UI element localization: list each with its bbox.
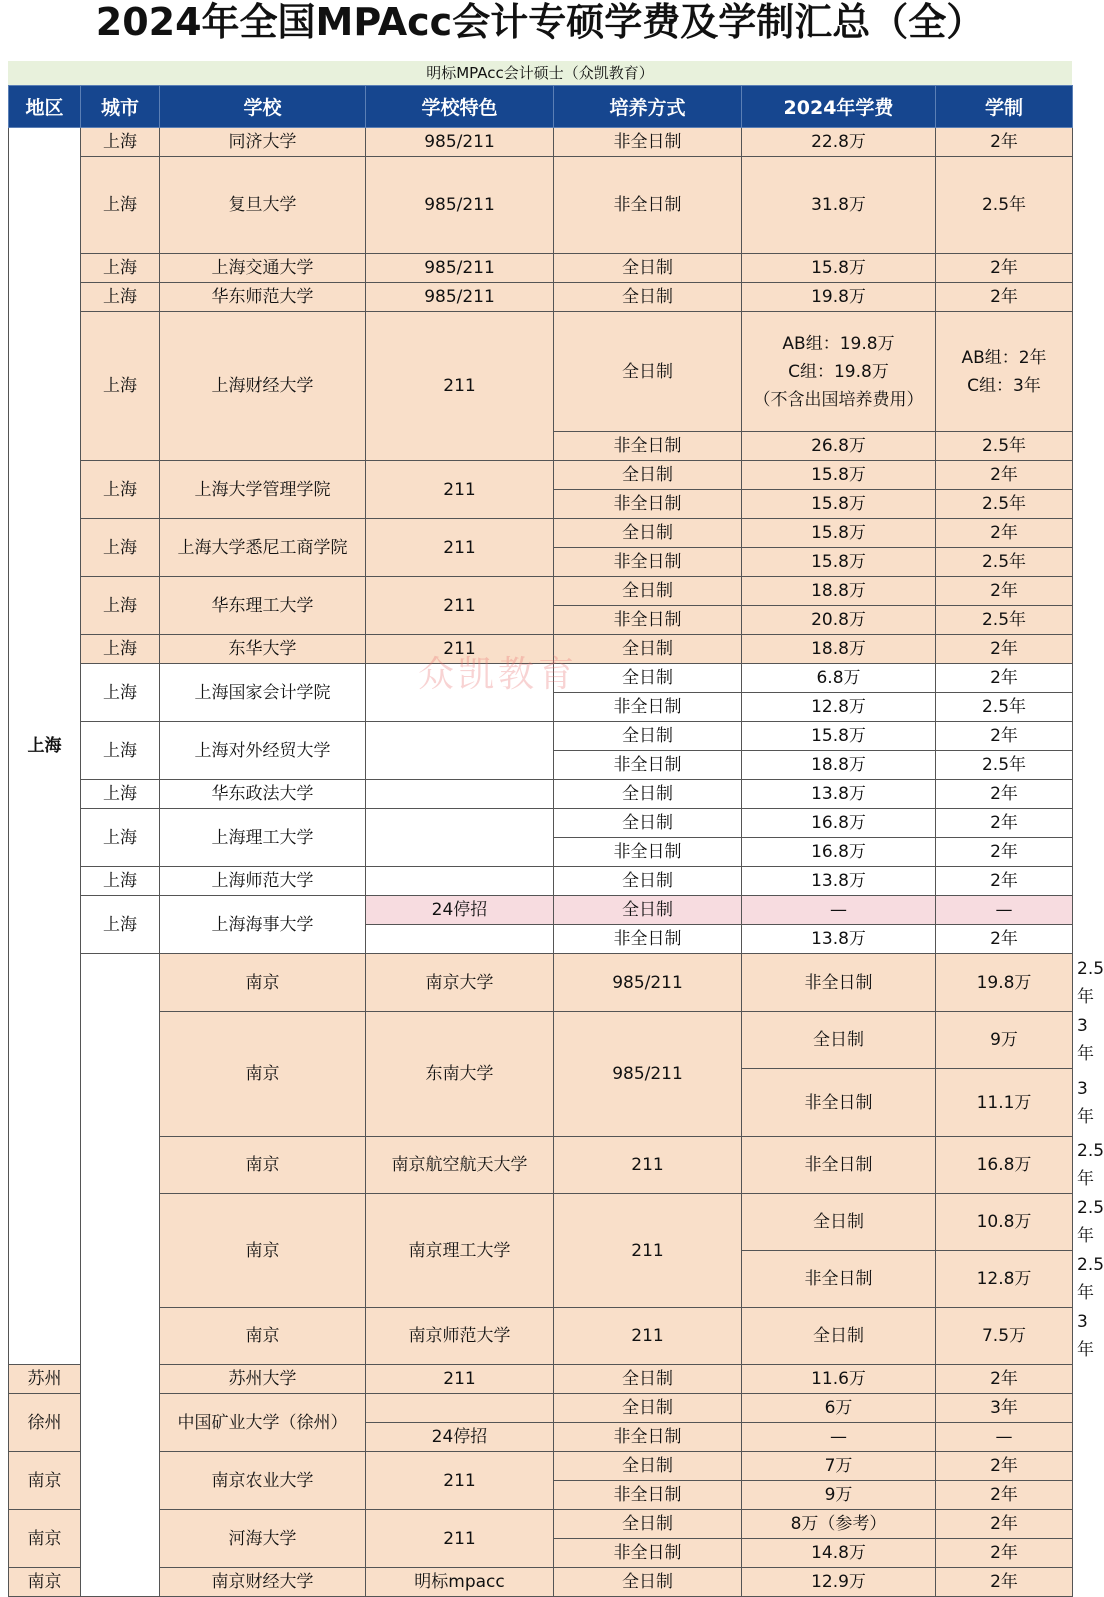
- fee-cell: 19.8万: [936, 954, 1073, 1012]
- table-row: [9, 635, 1073, 664]
- city-cell: 南京: [160, 1308, 366, 1365]
- years-cell: 2年: [936, 254, 1073, 283]
- mode-cell: 全日制: [554, 283, 742, 312]
- years-cell: 2年: [936, 664, 1073, 693]
- years-cell: 2年: [936, 838, 1073, 867]
- school-cell: 中国矿业大学（徐州）: [160, 1394, 366, 1452]
- school-cell: 南京师范大学: [366, 1308, 554, 1365]
- school-cell: 上海师范大学: [160, 867, 366, 896]
- city-cell: 南京: [160, 1194, 366, 1308]
- fee-cell: 16.8万: [742, 838, 936, 867]
- mode-cell: 非全日制: [742, 1137, 936, 1194]
- fee-cell: 16.8万: [742, 809, 936, 838]
- city-cell: 上海: [81, 809, 160, 867]
- school-cell: 南京财经大学: [160, 1568, 366, 1597]
- fee-cell: [742, 312, 936, 432]
- fee-cell: 13.8万: [742, 867, 936, 896]
- school-cell: 上海大学管理学院: [160, 461, 366, 519]
- fee-table: [8, 85, 1104, 1597]
- header-mode: 培养方式: [554, 86, 742, 128]
- years-cell: —: [936, 1423, 1073, 1452]
- fee-cell: 18.8万: [742, 635, 936, 664]
- header-city: 城市: [81, 86, 160, 128]
- table-row: [9, 519, 1073, 548]
- school-cell: 南京农业大学: [160, 1452, 366, 1510]
- fee-cell: 22.8万: [742, 128, 936, 157]
- mode-cell: 非全日制: [554, 432, 742, 461]
- city-cell: 上海: [81, 128, 160, 157]
- table-row: [9, 461, 1073, 490]
- mode-cell: 非全日制: [554, 128, 742, 157]
- city-cell: 南京: [9, 1568, 81, 1597]
- feature-cell: [366, 809, 554, 867]
- years-cell: 2.5年: [936, 548, 1073, 577]
- mode-cell: 非全日制: [742, 954, 936, 1012]
- table-row: [9, 780, 1073, 809]
- city-cell: 南京: [160, 1137, 366, 1194]
- mode-cell: 全日制: [554, 722, 742, 751]
- fee-cell: 14.8万: [742, 1539, 936, 1568]
- region-cell: [81, 954, 160, 1597]
- city-cell: 上海: [81, 254, 160, 283]
- years-cell: 2年: [936, 128, 1073, 157]
- feature-cell: [366, 722, 554, 780]
- feature-cell: 985/211: [366, 128, 554, 157]
- fee-cell: 12.8万: [742, 693, 936, 722]
- fee-cell: 15.8万: [742, 461, 936, 490]
- feature-cell: [366, 925, 554, 954]
- years-cell: [936, 312, 1073, 432]
- school-cell: 东南大学: [366, 1012, 554, 1137]
- school-cell: 上海对外经贸大学: [160, 722, 366, 780]
- page-title: 2024年全国MPAcc会计专硕学费及学制汇总（全）: [95, 0, 985, 44]
- feature-cell: 211: [554, 1194, 742, 1308]
- fee-cell: 11.1万: [936, 1069, 1073, 1137]
- mode-cell: 非全日制: [554, 925, 742, 954]
- mode-cell: 非全日制: [554, 157, 742, 254]
- mode-cell: 全日制: [554, 577, 742, 606]
- years-cell: 2年: [936, 1568, 1073, 1597]
- fee-cell: 10.8万: [936, 1194, 1073, 1251]
- header-school: 学校: [160, 86, 366, 128]
- mode-cell: 全日制: [554, 1568, 742, 1597]
- feature-cell: 明标mpacc: [366, 1568, 554, 1597]
- school-cell: 同济大学: [160, 128, 366, 157]
- fee-cell: 15.8万: [742, 254, 936, 283]
- table-row: 南京 南京师范大学 211 全日制 7.5万 3年: [9, 1308, 1073, 1365]
- years-cell: 2年: [936, 722, 1073, 751]
- school-cell: 上海理工大学: [160, 809, 366, 867]
- city-cell: 上海: [81, 635, 160, 664]
- table-row: [9, 1365, 1073, 1394]
- table-row: [9, 896, 1073, 925]
- feature-cell: 985/211: [554, 1012, 742, 1137]
- fee-cell: 15.8万: [742, 519, 936, 548]
- table-row: [9, 283, 1073, 312]
- mode-cell: 全日制: [554, 780, 742, 809]
- mode-cell: 全日制: [742, 1194, 936, 1251]
- years-cell: 2年: [936, 780, 1073, 809]
- mode-cell: 全日制: [554, 664, 742, 693]
- school-cell: 上海海事大学: [160, 896, 366, 954]
- years-cell: 2年: [936, 1510, 1073, 1539]
- fee-cell: 31.8万: [742, 157, 936, 254]
- mode-cell: 全日制: [554, 896, 742, 925]
- fee-cell: 26.8万: [742, 432, 936, 461]
- table-row: [9, 312, 1073, 432]
- mode-cell: 全日制: [554, 312, 742, 432]
- mode-cell: 非全日制: [554, 606, 742, 635]
- city-cell: 南京: [9, 1510, 81, 1568]
- fee-cell: —: [742, 896, 936, 925]
- table-row: [9, 1452, 1073, 1481]
- feature-cell: [366, 867, 554, 896]
- mode-cell: 全日制: [554, 254, 742, 283]
- fee-cell: 16.8万: [936, 1137, 1073, 1194]
- table-row: [9, 664, 1073, 693]
- fee-cell: 18.8万: [742, 751, 936, 780]
- city-cell: 上海: [81, 157, 160, 254]
- table-row: [9, 722, 1073, 751]
- school-cell: 东华大学: [160, 635, 366, 664]
- city-cell: 上海: [81, 664, 160, 722]
- header-fee: 2024年学费: [742, 86, 936, 128]
- years-cell: 2年: [936, 461, 1073, 490]
- feature-cell: 985/211: [554, 954, 742, 1012]
- mode-cell: 非全日制: [554, 693, 742, 722]
- years-line: C组：3年: [967, 375, 1041, 396]
- feature-cell: 211: [554, 1308, 742, 1365]
- fee-cell: 18.8万: [742, 577, 936, 606]
- fee-cell: 13.8万: [742, 925, 936, 954]
- years-line: AB组：2年: [961, 347, 1047, 368]
- fee-cell: 15.8万: [742, 490, 936, 519]
- feature-cell: 211: [554, 1137, 742, 1194]
- fee-cell: 12.8万: [936, 1251, 1073, 1308]
- years-cell: 2.5年: [936, 432, 1073, 461]
- fee-cell: 13.8万: [742, 780, 936, 809]
- mode-cell: 全日制: [554, 1510, 742, 1539]
- table-row: [9, 1510, 1073, 1539]
- city-cell: 上海: [81, 896, 160, 954]
- city-cell: 南京: [160, 1012, 366, 1137]
- years-cell: 2.5年: [936, 693, 1073, 722]
- table-row: [9, 867, 1073, 896]
- table-row: 南京 南京航空航天大学 211 非全日制 16.8万 2.5年: [9, 1137, 1073, 1194]
- years-cell: 2年: [936, 635, 1073, 664]
- school-cell: 南京大学: [366, 954, 554, 1012]
- table-row: 非全日制 12.8万 2.5年: [9, 1251, 1073, 1308]
- feature-cell: 211: [366, 519, 554, 577]
- header-years: 学制: [936, 86, 1073, 128]
- mode-cell: 非全日制: [742, 1251, 936, 1308]
- mode-cell: 全日制: [554, 1365, 742, 1394]
- table-row: [9, 1568, 1073, 1597]
- mode-cell: 非全日制: [554, 1481, 742, 1510]
- feature-cell: 211: [366, 312, 554, 461]
- table-row: [9, 128, 1073, 157]
- table-row: 南京 南京理工大学 211 全日制 10.8万 2.5年: [9, 1194, 1073, 1251]
- mode-cell: 非全日制: [554, 1539, 742, 1568]
- fee-cell: 19.8万: [742, 283, 936, 312]
- table-row: 南京 南京大学 985/211 非全日制 19.8万 2.5年: [9, 954, 1073, 1012]
- table-row: [9, 157, 1073, 254]
- school-cell: 上海国家会计学院: [160, 664, 366, 722]
- mode-cell: 非全日制: [554, 751, 742, 780]
- city-cell: 上海: [81, 283, 160, 312]
- header-region: 地区: [9, 86, 81, 128]
- feature-cell: 211: [366, 1510, 554, 1568]
- table-row: [9, 254, 1073, 283]
- years-cell: 2年: [936, 1539, 1073, 1568]
- years-cell: 3年: [936, 1394, 1073, 1423]
- city-cell: 南京: [9, 1452, 81, 1510]
- table-row: [9, 809, 1073, 838]
- school-cell: 河海大学: [160, 1510, 366, 1568]
- fee-note: （不含出国培养费用）: [753, 389, 924, 410]
- header-feature: 学校特色: [366, 86, 554, 128]
- table-row: 南京 东南大学 985/211 全日制 9万 3年: [9, 1012, 1073, 1069]
- feature-cell: 985/211: [366, 157, 554, 254]
- fee-cell: 12.9万: [742, 1568, 936, 1597]
- fee-cell: 15.8万: [742, 722, 936, 751]
- city-cell: 上海: [81, 780, 160, 809]
- school-cell: 上海大学悉尼工商学院: [160, 519, 366, 577]
- mode-cell: 全日制: [554, 867, 742, 896]
- table-row: [9, 577, 1073, 606]
- mode-cell: 非全日制: [554, 490, 742, 519]
- fee-line: C组：19.8万: [788, 361, 889, 382]
- city-cell: 上海: [81, 577, 160, 635]
- years-cell: 2.5年: [936, 490, 1073, 519]
- years-cell: 2年: [936, 1481, 1073, 1510]
- years-cell: 2年: [936, 519, 1073, 548]
- years-cell: 2年: [936, 1365, 1073, 1394]
- fee-cell: 7万: [742, 1452, 936, 1481]
- fee-cell: 6.8万: [742, 664, 936, 693]
- years-cell: 2年: [936, 925, 1073, 954]
- feature-cell: 211: [366, 1452, 554, 1510]
- city-cell: 上海: [81, 461, 160, 519]
- region-cell: 上海: [9, 128, 81, 1365]
- mode-cell: 全日制: [554, 1452, 742, 1481]
- years-cell: —: [936, 896, 1073, 925]
- fee-cell: —: [742, 1423, 936, 1452]
- school-cell: 复旦大学: [160, 157, 366, 254]
- mode-cell: 全日制: [742, 1308, 936, 1365]
- fee-cell: 15.8万: [742, 548, 936, 577]
- mode-cell: 非全日制: [742, 1069, 936, 1137]
- header-row: [9, 86, 1073, 128]
- city-cell: 上海: [81, 312, 160, 461]
- mode-cell: 全日制: [554, 635, 742, 664]
- school-cell: 华东政法大学: [160, 780, 366, 809]
- feature-cell: [366, 664, 554, 722]
- feature-cell: [366, 1394, 554, 1423]
- school-cell: 南京航空航天大学: [366, 1137, 554, 1194]
- city-cell: 徐州: [9, 1394, 81, 1452]
- feature-cell: [366, 780, 554, 809]
- city-cell: 苏州: [9, 1365, 81, 1394]
- years-cell: 2.5年: [936, 606, 1073, 635]
- school-cell: 苏州大学: [160, 1365, 366, 1394]
- table-row: 非全日制 11.1万 3年: [9, 1069, 1073, 1137]
- feature-cell: 211: [366, 635, 554, 664]
- city-cell: 上海: [81, 867, 160, 896]
- watermark: 众凯教育: [418, 654, 579, 695]
- fee-cell: 20.8万: [742, 606, 936, 635]
- feature-cell: 211: [366, 461, 554, 519]
- mode-cell: 非全日制: [554, 838, 742, 867]
- years-cell: 2年: [936, 1452, 1073, 1481]
- mode-cell: 非全日制: [554, 1423, 742, 1452]
- fee-line: AB组：19.8万: [782, 333, 895, 354]
- mode-cell: 全日制: [554, 809, 742, 838]
- table-row: [9, 1394, 1073, 1423]
- years-cell: 2.5年: [936, 157, 1073, 254]
- subtitle: 明标MPAcc会计硕士（众凯教育）: [8, 61, 1072, 85]
- years-cell: 2年: [936, 577, 1073, 606]
- feature-cell: 24停招: [366, 896, 554, 925]
- fee-cell: 9万: [742, 1481, 936, 1510]
- city-cell: 上海: [81, 519, 160, 577]
- mode-cell: 全日制: [554, 1394, 742, 1423]
- school-cell: 华东师范大学: [160, 283, 366, 312]
- fee-cell: 7.5万: [936, 1308, 1073, 1365]
- mode-cell: 全日制: [554, 519, 742, 548]
- feature-cell: 985/211: [366, 254, 554, 283]
- feature-cell: 24停招: [366, 1423, 554, 1452]
- years-cell: 2年: [936, 809, 1073, 838]
- years-cell: 2年: [936, 283, 1073, 312]
- school-cell: 南京理工大学: [366, 1194, 554, 1308]
- mode-cell: 全日制: [742, 1012, 936, 1069]
- years-cell: 2年: [936, 867, 1073, 896]
- fee-cell: 11.6万: [742, 1365, 936, 1394]
- feature-cell: 211: [366, 1365, 554, 1394]
- mode-cell: 非全日制: [554, 548, 742, 577]
- years-cell: 2.5年: [936, 751, 1073, 780]
- fee-cell: 9万: [936, 1012, 1073, 1069]
- school-cell: 上海财经大学: [160, 312, 366, 461]
- fee-cell: 8万（参考）: [742, 1510, 936, 1539]
- mode-cell: 全日制: [554, 461, 742, 490]
- city-cell: 上海: [81, 722, 160, 780]
- feature-cell: 211: [366, 577, 554, 635]
- feature-cell: 985/211: [366, 283, 554, 312]
- fee-cell: 6万: [742, 1394, 936, 1423]
- city-cell: 南京: [160, 954, 366, 1012]
- school-cell: 华东理工大学: [160, 577, 366, 635]
- school-cell: 上海交通大学: [160, 254, 366, 283]
